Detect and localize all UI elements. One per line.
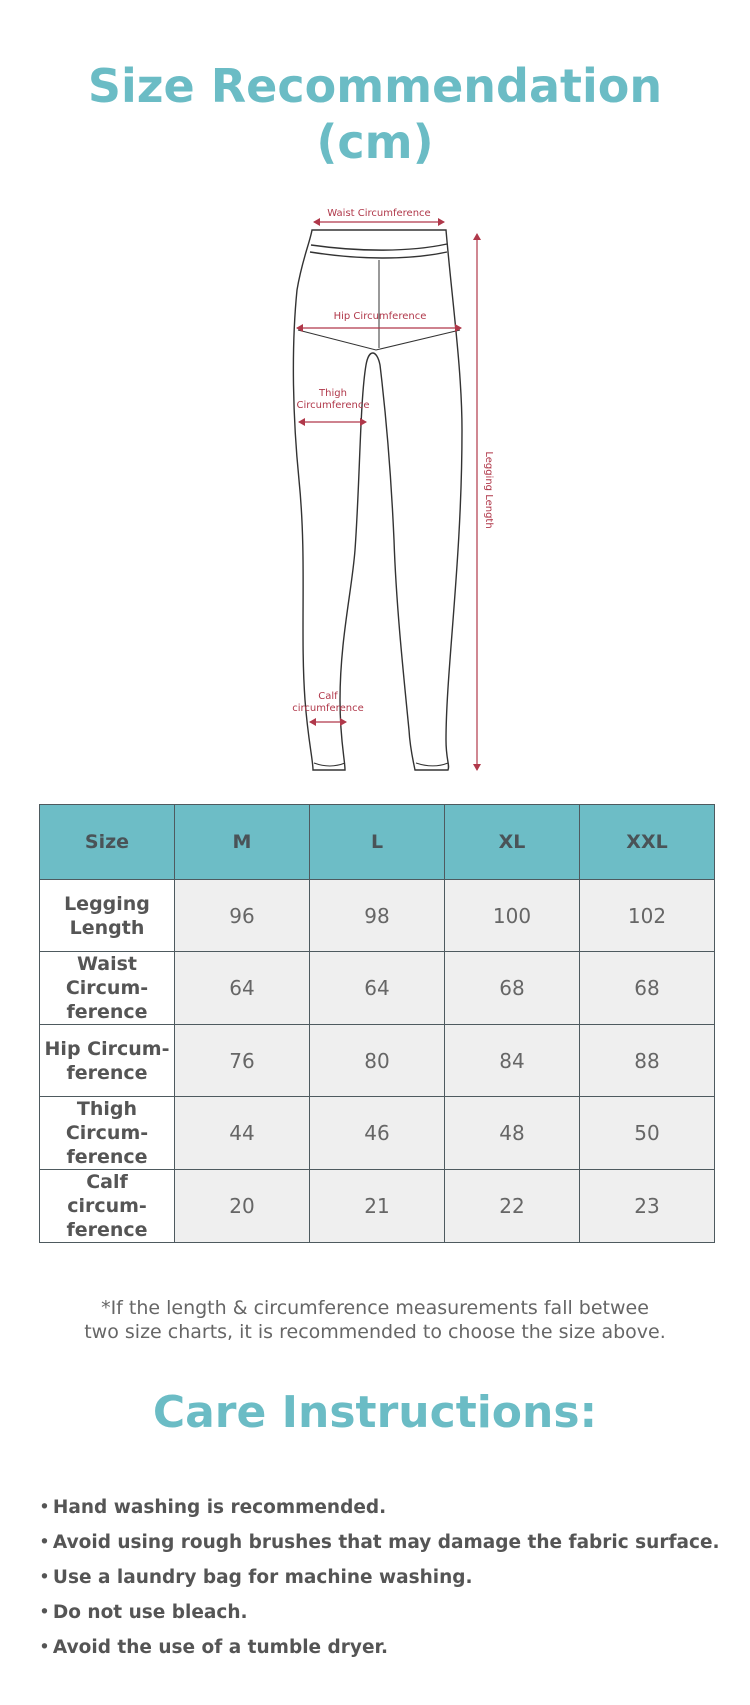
row-label-line: ference bbox=[66, 1061, 148, 1084]
table-cell: 84 bbox=[445, 1025, 580, 1097]
table-cell: 102 bbox=[580, 880, 715, 952]
table-cell: 21 bbox=[310, 1170, 445, 1243]
table-cell: 68 bbox=[445, 952, 580, 1025]
table-row bbox=[40, 880, 715, 952]
table-cell: 22 bbox=[445, 1170, 580, 1243]
waist-label: Waist Circumference bbox=[327, 208, 431, 219]
row-label-line: ference bbox=[66, 1219, 148, 1241]
page-title-line1: Size Recommendation bbox=[87, 59, 663, 113]
hip-label: Hip Circumference bbox=[333, 311, 427, 322]
table-row bbox=[40, 1097, 715, 1170]
row-label-line: Circum- bbox=[65, 977, 149, 999]
row-label bbox=[40, 1097, 175, 1170]
row-label-line: ference bbox=[66, 1146, 148, 1168]
care-item-text: Do not use bleach. bbox=[52, 1602, 248, 1623]
row-label-line: Legging bbox=[64, 892, 150, 915]
table-row bbox=[40, 952, 715, 1025]
length-label: Legging Length bbox=[483, 451, 494, 529]
calf-label-line2: circumference bbox=[292, 703, 364, 714]
size-header-corner: Size bbox=[40, 805, 175, 880]
row-label-line: Waist bbox=[76, 953, 137, 975]
bullet-icon: • bbox=[39, 1602, 50, 1623]
page-title bbox=[0, 58, 750, 170]
table-row bbox=[40, 1025, 715, 1097]
table-cell: 44 bbox=[175, 1097, 310, 1170]
row-label-line: Calf circum- bbox=[67, 1171, 147, 1217]
care-title: Care Instructions: bbox=[152, 1387, 598, 1438]
row-label-line: Hip Circum- bbox=[44, 1037, 170, 1060]
bullet-icon: • bbox=[39, 1567, 50, 1588]
list-item bbox=[39, 1595, 729, 1630]
leggings-measurement-diagram bbox=[0, 200, 750, 780]
table-cell: 64 bbox=[175, 952, 310, 1025]
table-cell: 100 bbox=[445, 880, 580, 952]
calf-label-line1: Calf bbox=[318, 691, 338, 702]
list-item bbox=[39, 1560, 729, 1595]
table-cell: 48 bbox=[445, 1097, 580, 1170]
size-header-cell: XXL bbox=[580, 805, 715, 880]
table-cell: 98 bbox=[310, 880, 445, 952]
page-title-line2: (cm) bbox=[316, 115, 434, 169]
size-note-line2: two size charts, it is recommended to choose the size above. bbox=[84, 1321, 666, 1343]
table-cell: 64 bbox=[310, 952, 445, 1025]
table-cell: 50 bbox=[580, 1097, 715, 1170]
row-label bbox=[40, 1170, 175, 1243]
row-label bbox=[40, 952, 175, 1025]
table-cell: 76 bbox=[175, 1025, 310, 1097]
care-item-text: Avoid the use of a tumble dryer. bbox=[52, 1637, 389, 1658]
table-cell: 23 bbox=[580, 1170, 715, 1243]
thigh-label-line2: Circumference bbox=[296, 400, 370, 411]
table-cell: 96 bbox=[175, 880, 310, 952]
bullet-icon: • bbox=[39, 1637, 50, 1658]
table-cell: 46 bbox=[310, 1097, 445, 1170]
row-label bbox=[40, 1025, 175, 1097]
list-item bbox=[39, 1490, 729, 1525]
care-list bbox=[39, 1490, 729, 1665]
row-label-line: Length bbox=[69, 916, 145, 939]
size-header-cell: XL bbox=[445, 805, 580, 880]
row-label-line: Thigh bbox=[76, 1098, 138, 1120]
care-item-text: Use a laundry bag for machine washing. bbox=[52, 1567, 473, 1588]
row-label-line: ference bbox=[66, 1001, 148, 1023]
size-note-line1: *If the length & circumference measurements fall betwee bbox=[101, 1297, 649, 1319]
size-note bbox=[0, 1296, 750, 1344]
table-row bbox=[40, 1170, 715, 1243]
row-label-line: Circum- bbox=[65, 1122, 149, 1144]
thigh-label-line1: Thigh bbox=[319, 388, 347, 399]
size-table bbox=[39, 804, 715, 1243]
table-cell: 80 bbox=[310, 1025, 445, 1097]
row-label bbox=[40, 880, 175, 952]
table-cell: 88 bbox=[580, 1025, 715, 1097]
bullet-icon: • bbox=[39, 1532, 50, 1553]
bullet-icon: • bbox=[39, 1497, 50, 1518]
care-item-text: Hand washing is recommended. bbox=[52, 1497, 387, 1518]
size-header-row bbox=[40, 805, 715, 880]
table-cell: 68 bbox=[580, 952, 715, 1025]
table-cell: 20 bbox=[175, 1170, 310, 1243]
care-item-text: Avoid using rough brushes that may damage the fabric surface. bbox=[52, 1532, 720, 1553]
list-item bbox=[39, 1630, 729, 1665]
list-item bbox=[39, 1525, 729, 1560]
size-header-cell: M bbox=[175, 805, 310, 880]
size-header-cell: L bbox=[310, 805, 445, 880]
